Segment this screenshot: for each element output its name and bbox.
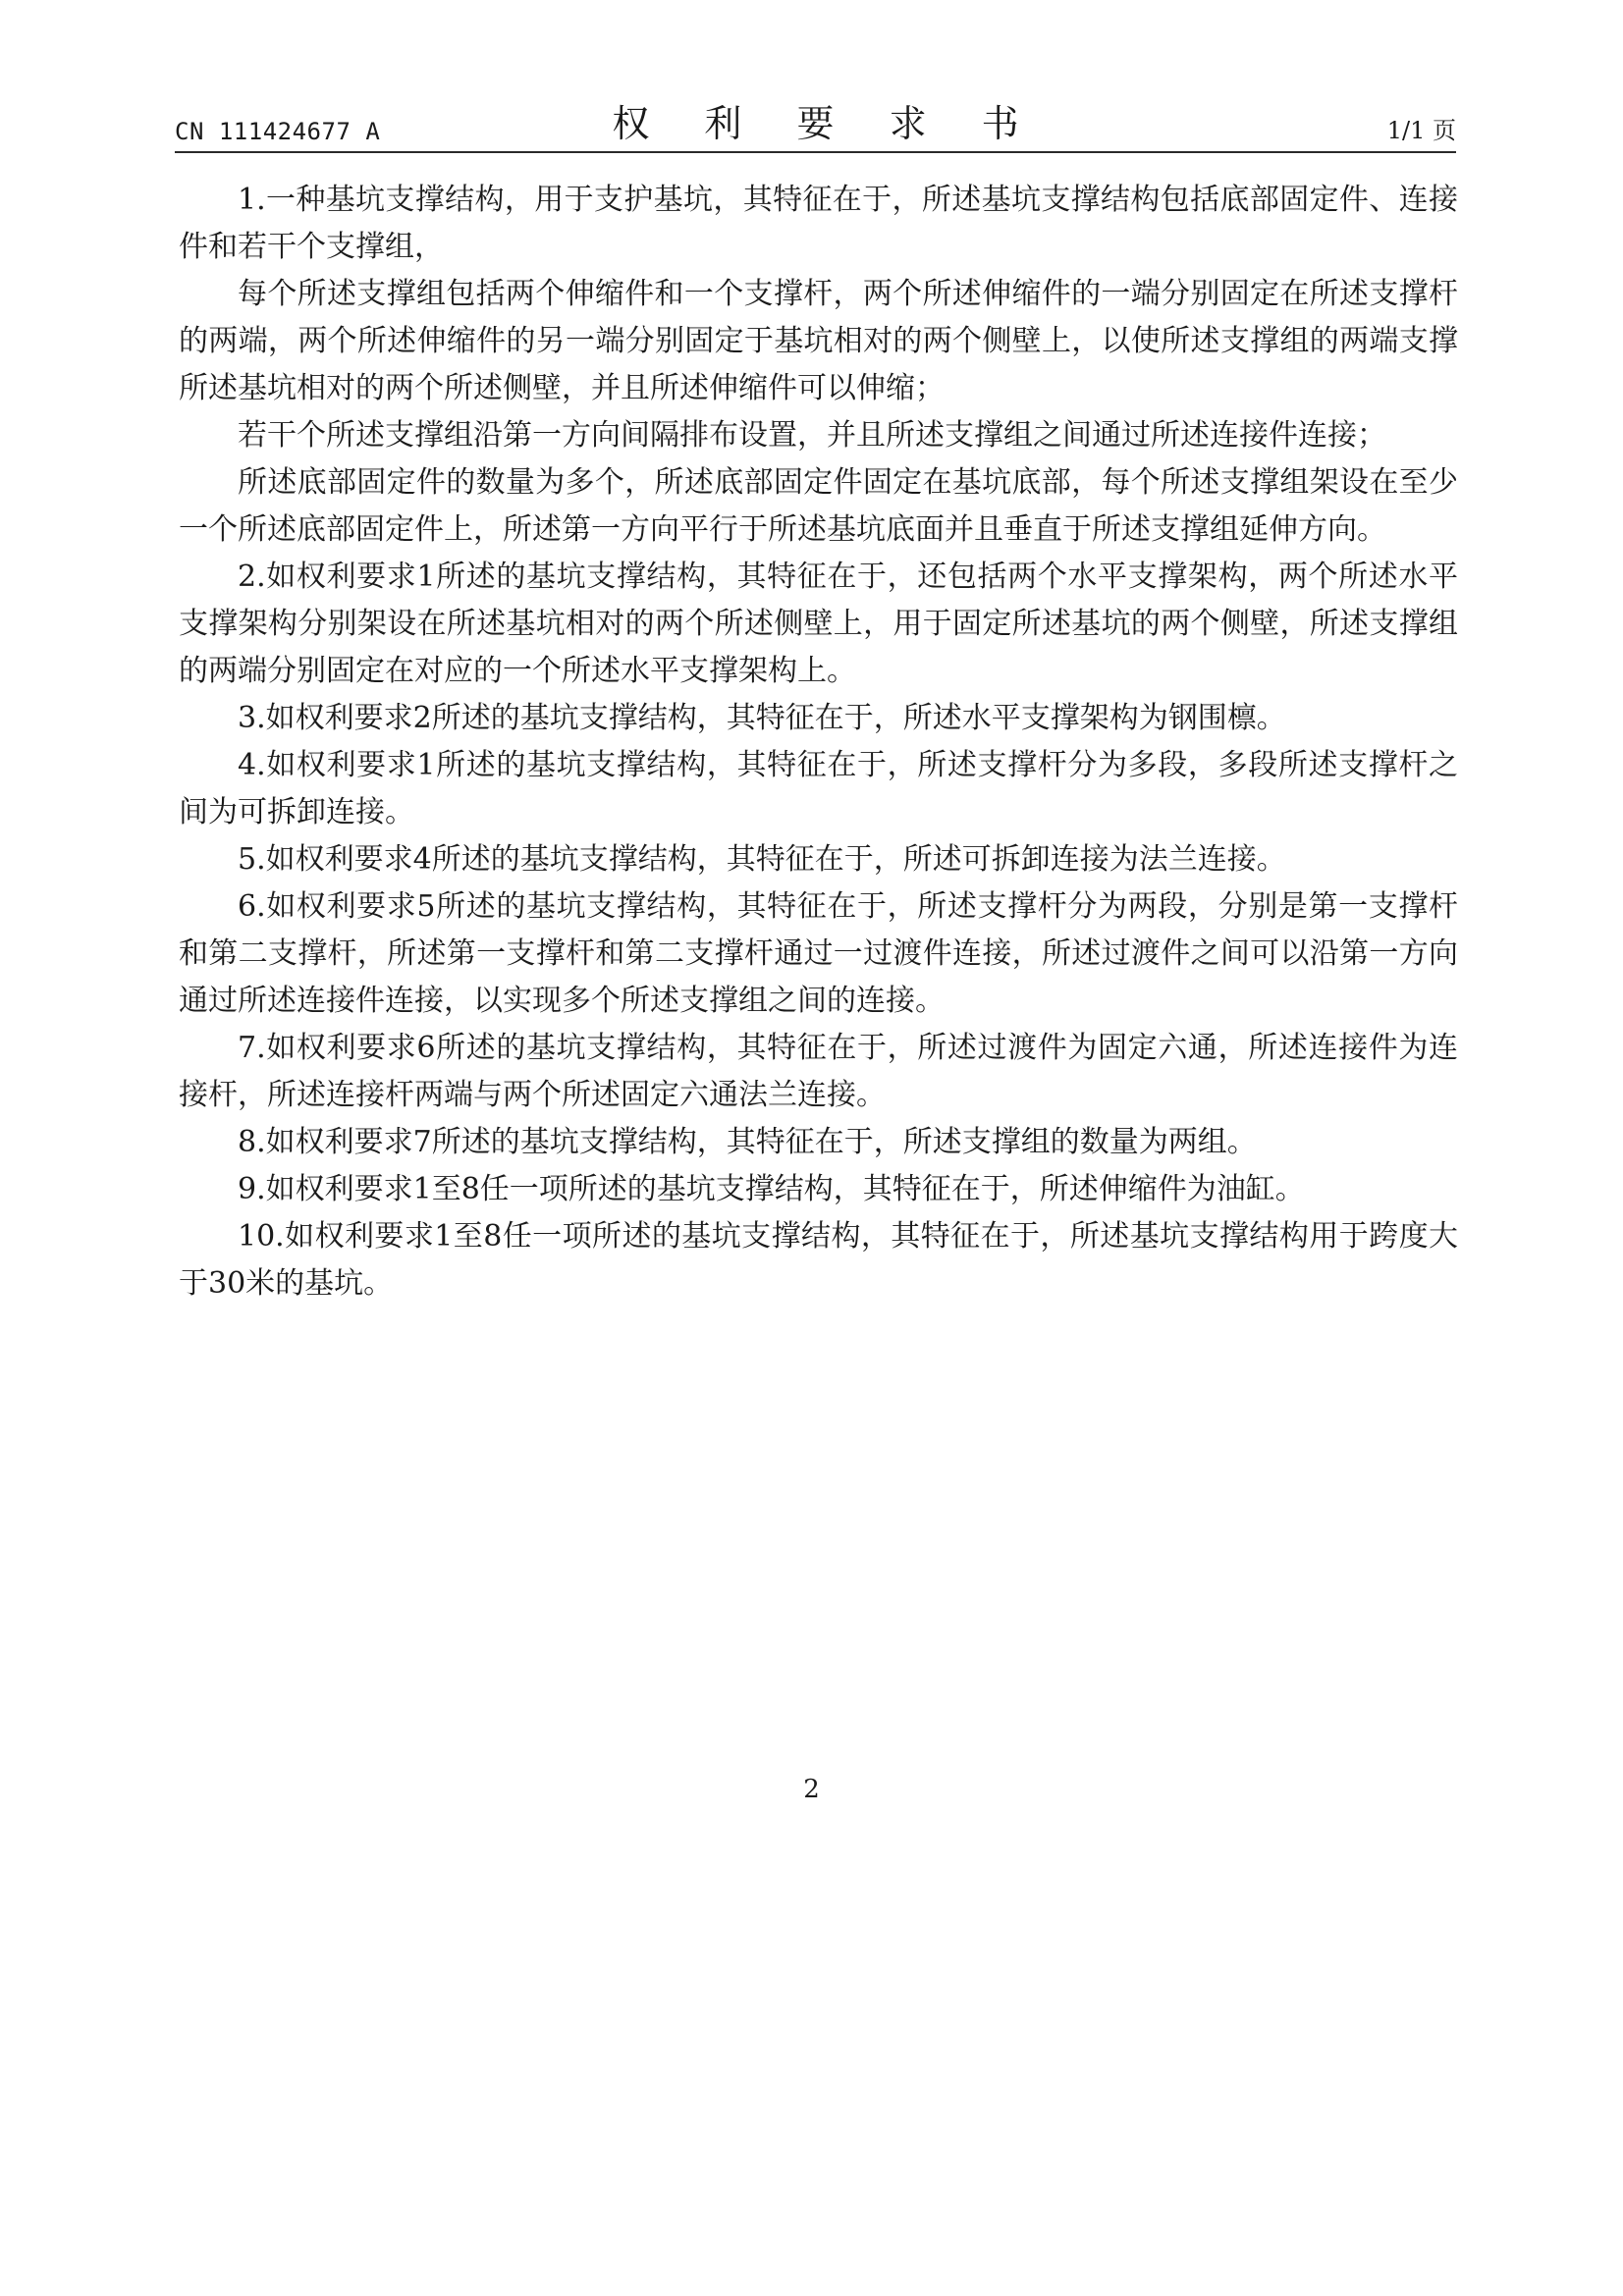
page-header — [175, 94, 1456, 153]
footer-page-number: 2 — [803, 1775, 820, 1804]
claim-1-preamble: 1.一种基坑支撑结构，用于支护基坑，其特征在于，所述基坑支撑结构包括底部固定件、连接件和若干个支撑组， — [179, 183, 1458, 264]
claim-7: 7.如权利要求6所述的基坑支撑结构，其特征在于，所述过渡件为固定六通，所述连接件为连接杆，所述连接杆两端与两个所述固定六通法兰连接。 — [179, 1031, 1458, 1112]
claims-body — [179, 177, 1458, 1308]
claim-3: 3.如权利要求2所述的基坑支撑结构，其特征在于，所述水平支撑架构为钢围檩。 — [238, 701, 1286, 735]
claim-4: 4.如权利要求1所述的基坑支撑结构，其特征在于，所述支撑杆分为多段，多段所述支撑杆之间为可拆卸连接。 — [179, 748, 1458, 829]
claim-1-support-group: 每个所述支撑组包括两个伸缩件和一个支撑杆，两个所述伸缩件的一端分别固定在所述支撑杆的两端，两个所述伸缩件的另一端分别固定于基坑相对的两个侧壁上，以使所述支撑组的两端支撑所述基坑相对的两个所述侧壁，并且所述伸缩件可以伸缩； — [179, 277, 1458, 405]
page-count: 1/1 页 — [1386, 117, 1456, 144]
claim-6: 6.如权利要求5所述的基坑支撑结构，其特征在于，所述支撑杆分为两段，分别是第一支撑杆和第二支撑杆，所述第一支撑杆和第二支撑杆通过一过渡件连接，所述过渡件之间可以沿第一方向通过所述连接件连接，以实现多个所述支撑组之间的连接。 — [179, 889, 1458, 1018]
publication-number: CN 111424677 A — [175, 118, 381, 145]
document-title: 权 利 要 求 书 — [612, 102, 1041, 145]
claim-5: 5.如权利要求4所述的基坑支撑结构，其特征在于，所述可拆卸连接为法兰连接。 — [238, 842, 1286, 877]
claim-2: 2.如权利要求1所述的基坑支撑结构，其特征在于，还包括两个水平支撑架构，两个所述水平支撑架构分别架设在所述基坑相对的两个所述侧壁上，用于固定所述基坑的两个侧壁，所述支撑组的两端分别固定在对应的一个所述水平支撑架构上。 — [179, 560, 1458, 688]
claim-1-arrangement: 若干个所述支撑组沿第一方向间隔排布设置，并且所述支撑组之间通过所述连接件连接； — [238, 418, 1386, 453]
claim-8: 8.如权利要求7所述的基坑支撑结构，其特征在于，所述支撑组的数量为两组。 — [238, 1125, 1257, 1159]
claim-9: 9.如权利要求1至8任一项所述的基坑支撑结构，其特征在于，所述伸缩件为油缸。 — [238, 1172, 1305, 1206]
claim-1-bottom-fixture: 所述底部固定件的数量为多个，所述底部固定件固定在基坑底部，每个所述支撑组架设在至少一个所述底部固定件上，所述第一方向平行于所述基坑底面并且垂直于所述支撑组延伸方向。 — [179, 465, 1458, 547]
claim-10: 10.如权利要求1至8任一项所述的基坑支撑结构，其特征在于，所述基坑支撑结构用于跨度大于30米的基坑。 — [179, 1219, 1458, 1301]
